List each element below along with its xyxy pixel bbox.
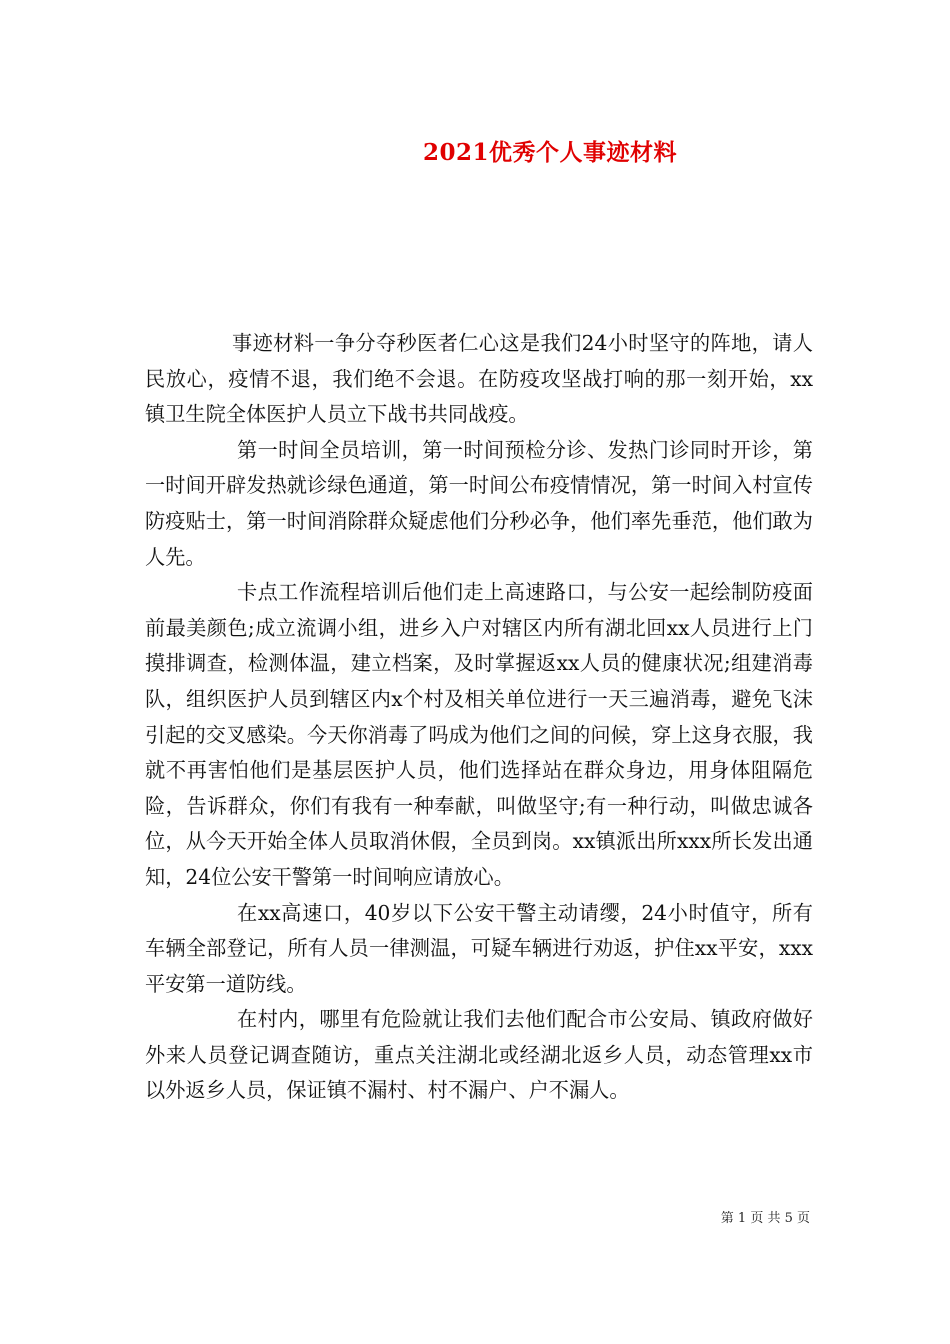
paragraph-1: 事迹材料一争分夺秒医者仁心这是我们24小时坚守的阵地，请人民放心，疫情不退，我们绝不会退。在防疫攻坚战打响的那一刻开始，xx镇卫生院全体医护人员立下战书共同战疫。 (145, 331, 813, 427)
page-number: 第 1 页 共 5 页 (720, 1211, 810, 1226)
document-body (145, 326, 813, 1109)
paragraph-2: 第一时间全员培训，第一时间预检分诊、发热门诊同时开诊，第一时间开辟发热就诊绿色通道，第一时间公布疫情情况，第一时间入村宣传防疫贴士，第一时间消除群众疑虑他们分秒必争，他们率先垂范，他们敢为人先。 (145, 437, 813, 569)
document-title: 2021优秀个人事迹材料 (422, 139, 677, 166)
paragraph-3: 卡点工作流程培训后他们走上高速路口，与公安一起绘制防疫面前最美颜色;成立流调小组，进乡入户对辖区内所有湖北回xx人员进行上门摸排调查，检测体温，建立档案，及时掌握返xx人员的健康状况;组建消毒队，组织医护人员到辖区内x个村及相关单位进行一天三遍消毒，避免飞沫引起的交叉感染。今天你消毒了吗成为他们之间的问候，穿上这身衣服，我就不再害怕他们是基层医护人员，他们选择站在群众身边，用身体阻隔危险，告诉群众，你们有我有一种奉献，叫做坚守;有一种行动，叫做忠诚各位，从今天开始全体人员取消休假，全员到岗。xx镇派出所xxx所长发出通知，24位公安干警第一时间响应请放心。 (145, 580, 813, 889)
paragraph-4: 在xx高速口，40岁以下公安干警主动请缨，24小时值守，所有车辆全部登记，所有人员一律测温，可疑车辆进行劝返，护住xx平安，xxx平安第一道防线。 (145, 900, 813, 996)
paragraph-5: 在村内，哪里有危险就让我们去他们配合市公安局、镇政府做好外来人员登记调查随访，重点关注湖北或经湖北返乡人员，动态管理xx市以外返乡人员，保证镇不漏村、村不漏户、户不漏人。 (145, 1007, 813, 1103)
